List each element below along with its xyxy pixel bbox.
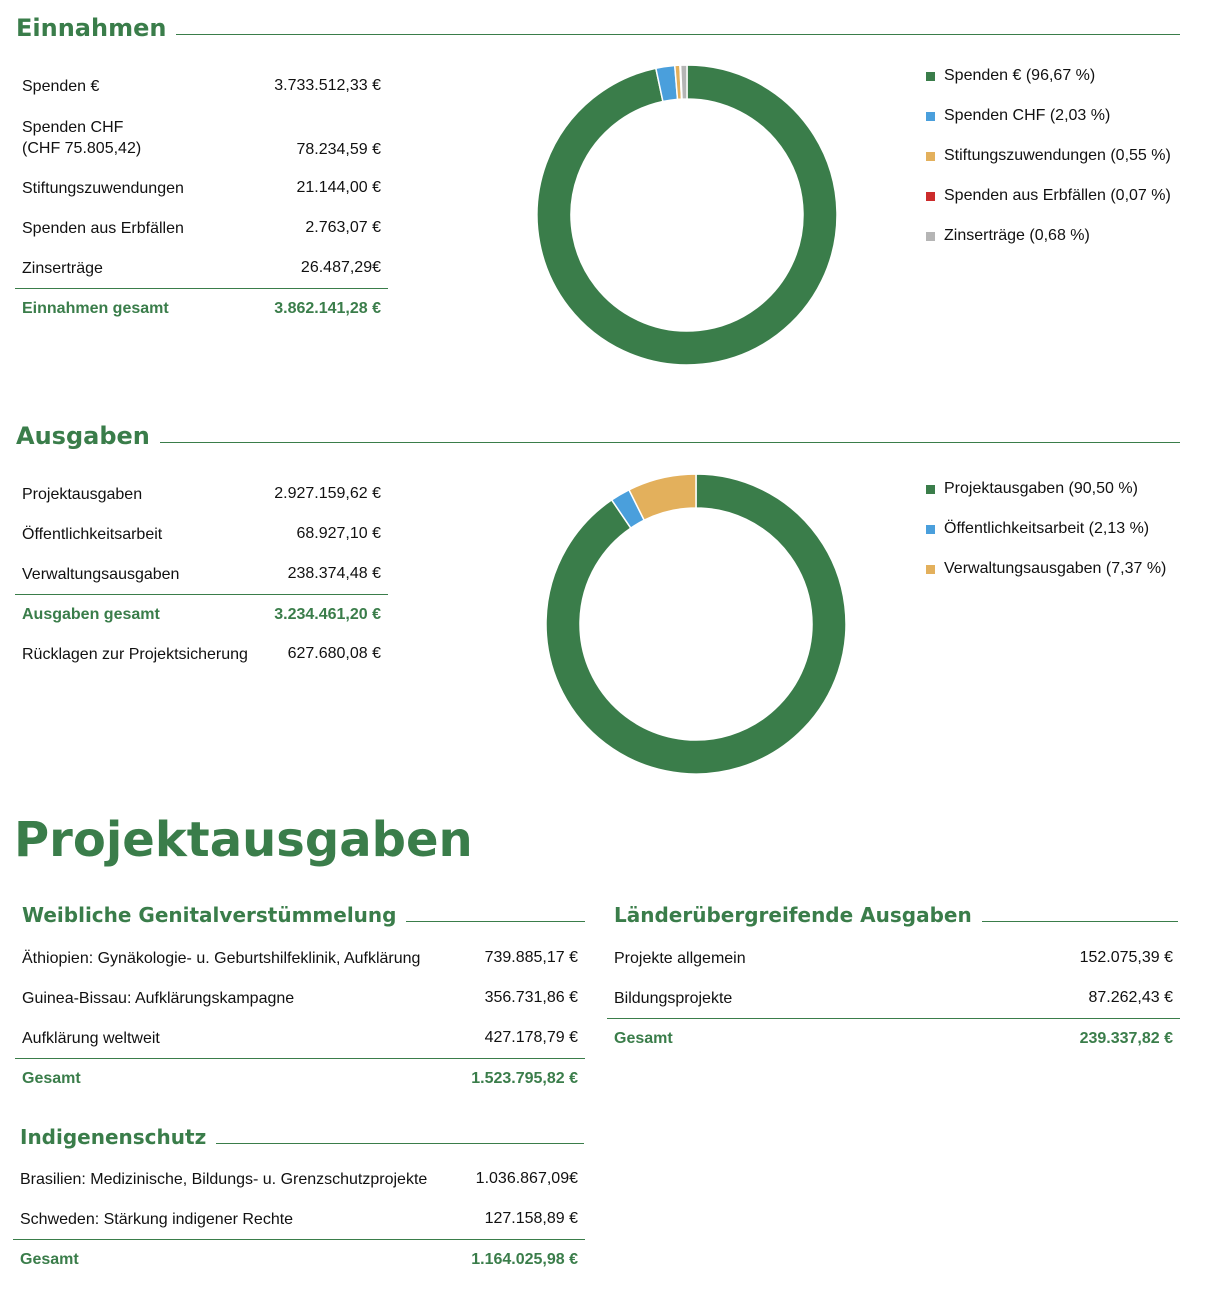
legend-item (926, 216, 1171, 256)
table-row (13, 1159, 585, 1199)
einnahmen-header (16, 14, 1180, 42)
row-value: 627.680,08 € (287, 645, 381, 662)
row-value: 427.178,79 € (484, 1029, 578, 1046)
row-label: Spenden € (22, 77, 100, 95)
legend-swatch (926, 485, 935, 494)
row-label: Aufklärung weltweit (22, 1029, 160, 1047)
total-label: Gesamt (22, 1070, 81, 1087)
legend-item (926, 136, 1171, 176)
table-row (15, 106, 388, 168)
legend-item (926, 176, 1171, 216)
ausgaben-donut-chart (541, 469, 851, 779)
indigen-rule (216, 1143, 584, 1144)
fgm-table (15, 938, 585, 1098)
row-label: Äthiopien: Gynäkologie- u. Geburtshilfeklinik, Aufklärung (22, 949, 421, 967)
row-value: 87.262,43 € (1088, 989, 1173, 1006)
total-label: Ausgaben gesamt (22, 606, 160, 623)
indigen-title: Indigenenschutz (20, 1125, 207, 1149)
row-label: Verwaltungsausgaben (22, 565, 180, 583)
table-row (15, 554, 388, 594)
total-value: 3.234.461,20 € (274, 605, 381, 623)
projektausgaben-title: Projektausgaben (14, 812, 473, 868)
row-value: 26.487,29€ (300, 259, 381, 276)
total-value: 3.862.141,28 € (274, 299, 381, 317)
row-value: 2.763,07 € (305, 219, 381, 236)
total-value: 1.523.795,82 € (471, 1069, 578, 1087)
table-row (15, 474, 388, 514)
legend-label: Spenden CHF (2,03 %) (944, 107, 1111, 124)
fgm-rule (406, 921, 585, 922)
legend-swatch (926, 525, 935, 534)
total-row (15, 1058, 585, 1098)
total-label: Gesamt (20, 1251, 79, 1268)
legend-label: Stiftungszuwendungen (0,55 %) (944, 147, 1171, 164)
row-label: Stiftungszuwendungen (22, 179, 184, 197)
legend-item (926, 56, 1171, 96)
table-row (15, 66, 388, 106)
einnahmen-donut-chart (532, 60, 842, 370)
slice-zinserträge (681, 65, 687, 99)
row-label: Rücklagen zur Projektsicherung (22, 645, 248, 663)
table-row (15, 634, 388, 674)
row-label: Spenden aus Erbfällen (22, 219, 184, 237)
legend-label: Projektausgaben (90,50 %) (944, 480, 1138, 497)
einnahmen-rule (176, 34, 1180, 35)
ausgaben-title: Ausgaben (16, 422, 150, 450)
legend-item (926, 96, 1171, 136)
fgm-header (22, 903, 585, 927)
legend-item (926, 549, 1166, 589)
table-row (15, 978, 585, 1018)
row-value: 2.927.159,62 € (274, 485, 381, 502)
ausgaben-legend (926, 469, 1166, 589)
total-row (15, 288, 388, 328)
table-row (15, 1018, 585, 1058)
table-row (13, 1199, 585, 1239)
row-label: Schweden: Stärkung indigener Rechte (20, 1210, 294, 1228)
slice-spenden (537, 65, 837, 365)
row-value: 127.158,89 € (484, 1210, 578, 1227)
table-row (15, 514, 388, 554)
total-value: 1.164.025,98 € (471, 1250, 578, 1268)
legend-swatch (926, 72, 935, 81)
laender-title: Länderübergreifende Ausgaben (614, 903, 972, 927)
table-row (15, 168, 388, 208)
total-row (15, 594, 388, 634)
table-row (15, 938, 585, 978)
laender-table (607, 938, 1180, 1058)
ausgaben-table (15, 474, 388, 674)
einnahmen-legend (926, 56, 1171, 256)
ausgaben-header (16, 422, 1180, 450)
row-value: 21.144,00 € (296, 179, 381, 196)
legend-swatch (926, 565, 935, 574)
laender-rule (982, 921, 1178, 922)
legend-label: Spenden € (96,67 %) (944, 67, 1096, 84)
row-value: 3.733.512,33 € (274, 77, 381, 94)
table-row (15, 248, 388, 288)
total-value: 239.337,82 € (1079, 1029, 1173, 1047)
total-label: Einnahmen gesamt (22, 300, 169, 317)
row-label: Projektausgaben (22, 485, 143, 503)
table-row (607, 978, 1180, 1018)
einnahmen-table (15, 66, 388, 328)
legend-swatch (926, 192, 935, 201)
slice-projektausgaben (546, 474, 846, 774)
fgm-title: Weibliche Genitalverstümmelung (22, 903, 397, 927)
legend-swatch (926, 232, 935, 241)
total-row (13, 1239, 585, 1279)
table-row (15, 208, 388, 248)
row-value: 152.075,39 € (1079, 949, 1173, 966)
row-label: Guinea-Bissau: Aufklärungskampagne (22, 989, 295, 1007)
row-label: Brasilien: Medizinische, Bildungs- u. Grenzschutzprojekte (20, 1170, 428, 1188)
total-label: Gesamt (614, 1030, 673, 1047)
row-label: Bildungsprojekte (614, 989, 733, 1007)
row-label: Projekte allgemein (614, 949, 746, 967)
legend-label: Verwaltungsausgaben (7,37 %) (944, 560, 1167, 577)
row-label: Spenden CHF (CHF 75.805,42) (22, 119, 142, 157)
table-row (607, 938, 1180, 978)
legend-label: Öffentlichkeitsarbeit (2,13 %) (944, 520, 1150, 537)
row-label: Öffentlichkeitsarbeit (22, 525, 163, 543)
legend-swatch (926, 152, 935, 161)
row-value: 78.234,59 € (296, 141, 381, 158)
legend-swatch (926, 112, 935, 121)
legend-item (926, 469, 1166, 509)
row-value: 68.927,10 € (296, 525, 381, 542)
legend-label: Spenden aus Erbfällen (0,07 %) (944, 187, 1171, 204)
ausgaben-rule (160, 442, 1180, 443)
einnahmen-title: Einnahmen (16, 14, 167, 42)
row-label: Zinserträge (22, 259, 103, 277)
indigen-table (13, 1159, 585, 1279)
legend-label: Zinserträge (0,68 %) (944, 227, 1090, 244)
laender-header (614, 903, 1178, 927)
total-row (607, 1018, 1180, 1058)
indigen-header (20, 1125, 584, 1149)
row-value: 238.374,48 € (287, 565, 381, 582)
row-value: 356.731,86 € (484, 989, 578, 1006)
row-value: 1.036.867,09€ (475, 1170, 578, 1187)
legend-item (926, 509, 1166, 549)
row-value: 739.885,17 € (484, 949, 578, 966)
